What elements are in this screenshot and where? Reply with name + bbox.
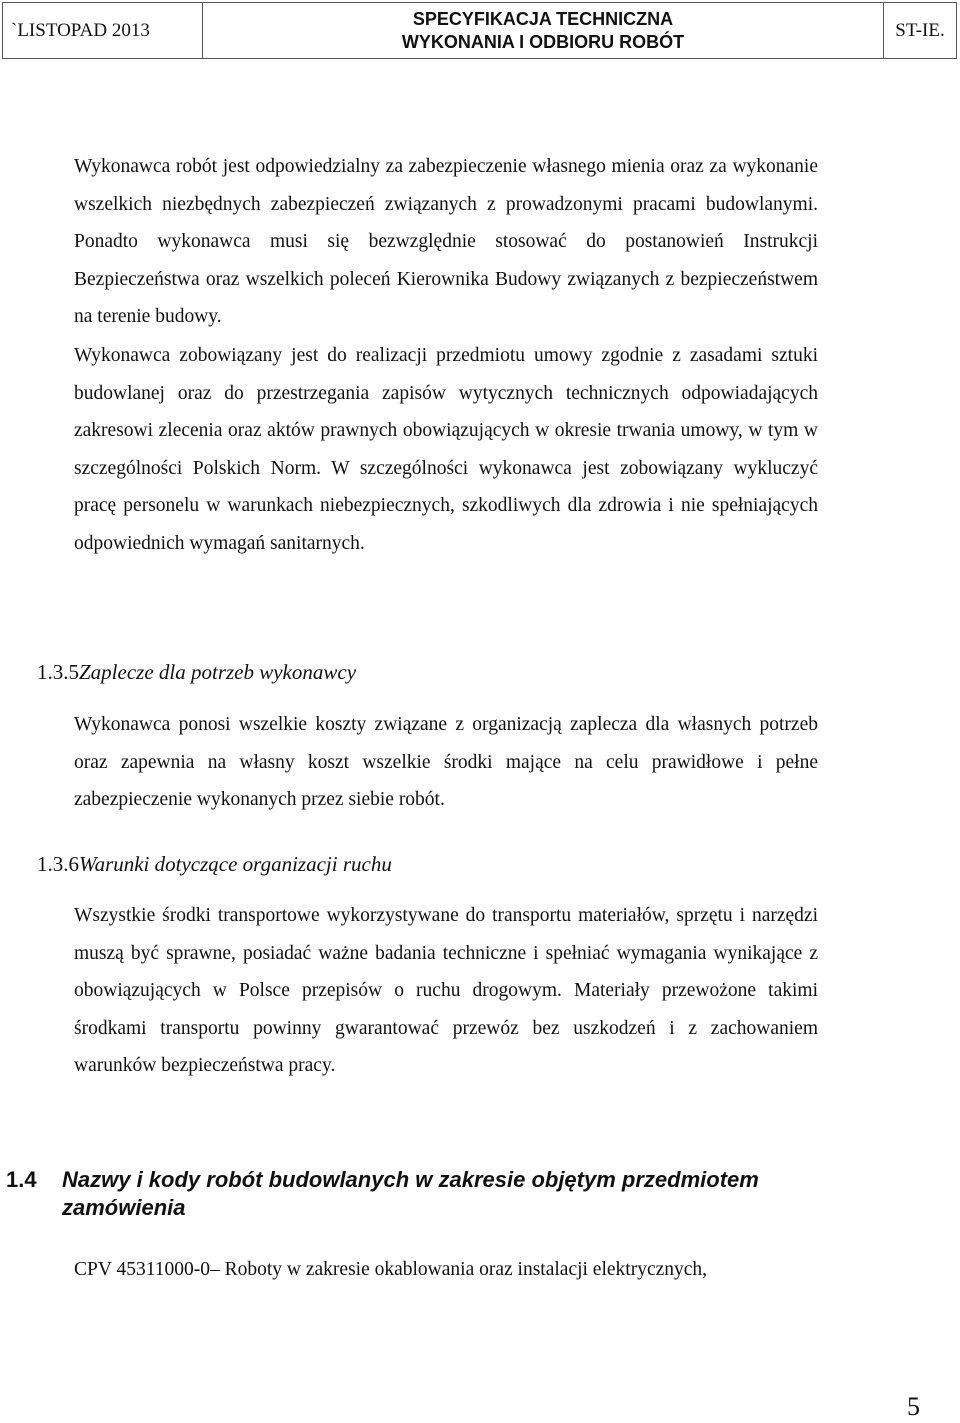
paragraph-safety: Wykonawca robót jest odpowiedzialny za zabezpieczenie własnego mienia oraz za wykonanie wszelkich niezbędnych zabezpieczeń związanych z prowadzonymi pracami budowlanymi. Ponadto wykonawca musi się bezwzględnie stosować do postanowień Instrukcji Bezpieczeństwa oraz wszelkich poleceń Kierownika Budowy związanych z bezpieczeństwem na terenie budowy. — [74, 156, 818, 327]
header-title-line2: WYKONANIA I ODBIORU ROBÓT — [401, 31, 685, 52]
heading-1-3-6 — [37, 852, 392, 877]
heading-text: Zaplecze dla potrzeb wykonawcy — [79, 660, 357, 684]
heading-1-3-5 — [37, 660, 356, 685]
paragraph-traffic: Wszystkie środki transportowe wykorzystywane do transportu materiałów, sprzętu i narzędzi muszą być sprawne, posiadać ważne badania techniczne i spełniać wymagania wynikające z obowiązujących w Polsce przepisów o ruchu drogowym. Materiały przewożone takimi środkami transportu powinny gwarantować przewóz bez uszkodzeń i z zachowaniem warunków bezpieczeństwa pracy. — [74, 905, 818, 1076]
page-number: 5 — [907, 1392, 920, 1421]
heading-number: 1.3.6 — [37, 852, 79, 876]
header-title — [203, 3, 883, 58]
header-date: `LISTOPAD 2013 — [3, 3, 203, 58]
heading-text: Warunki dotyczące organizacji ruchu — [79, 852, 392, 876]
heading-1-4 — [6, 1166, 846, 1222]
paragraph-site-facilities: Wykonawca ponosi wszelkie koszty związane z organizacją zaplecza dla własnych potrzeb oraz zapewnia na własny koszt wszelkie środki mające na celu prawidłowe i pełne zabezpieczenie wykonanych przez siebie robót. — [74, 714, 818, 810]
heading-number: 1.3.5 — [37, 660, 79, 684]
heading-text-line2: zamówienia — [62, 1195, 186, 1220]
paragraph-obligations: Wykonawca zobowiązany jest do realizacji przedmiotu umowy zgodnie z zasadami sztuki budowlanej oraz do przestrzegania zapisów wytycznych technicznych odpowiadających zakresowi zlecenia oraz aktów prawnych obowiązujących w okresie trwania umowy, w tym w szczególności Polskich Norm. W szczególności wykonawca jest zobowiązany wykluczyć pracę personelu w warunkach niebezpiecznych, szkodliwych dla zdrowia i nie spełniających odpowiednich wymagań sanitarnych. — [74, 345, 818, 554]
paragraph-cpv: CPV 45311000-0– Roboty w zakresie okablowania oraz instalacji elektrycznych, — [74, 1259, 708, 1280]
header-title-line1: SPECYFIKACJA TECHNICZNA — [412, 8, 674, 29]
heading-number: 1.4 — [6, 1167, 37, 1192]
header-code: ST-IE. — [883, 3, 956, 58]
heading-text-line1: Nazwy i kody robót budowlanych w zakresie objętym przedmiotem — [62, 1167, 759, 1192]
page-header — [2, 2, 957, 59]
